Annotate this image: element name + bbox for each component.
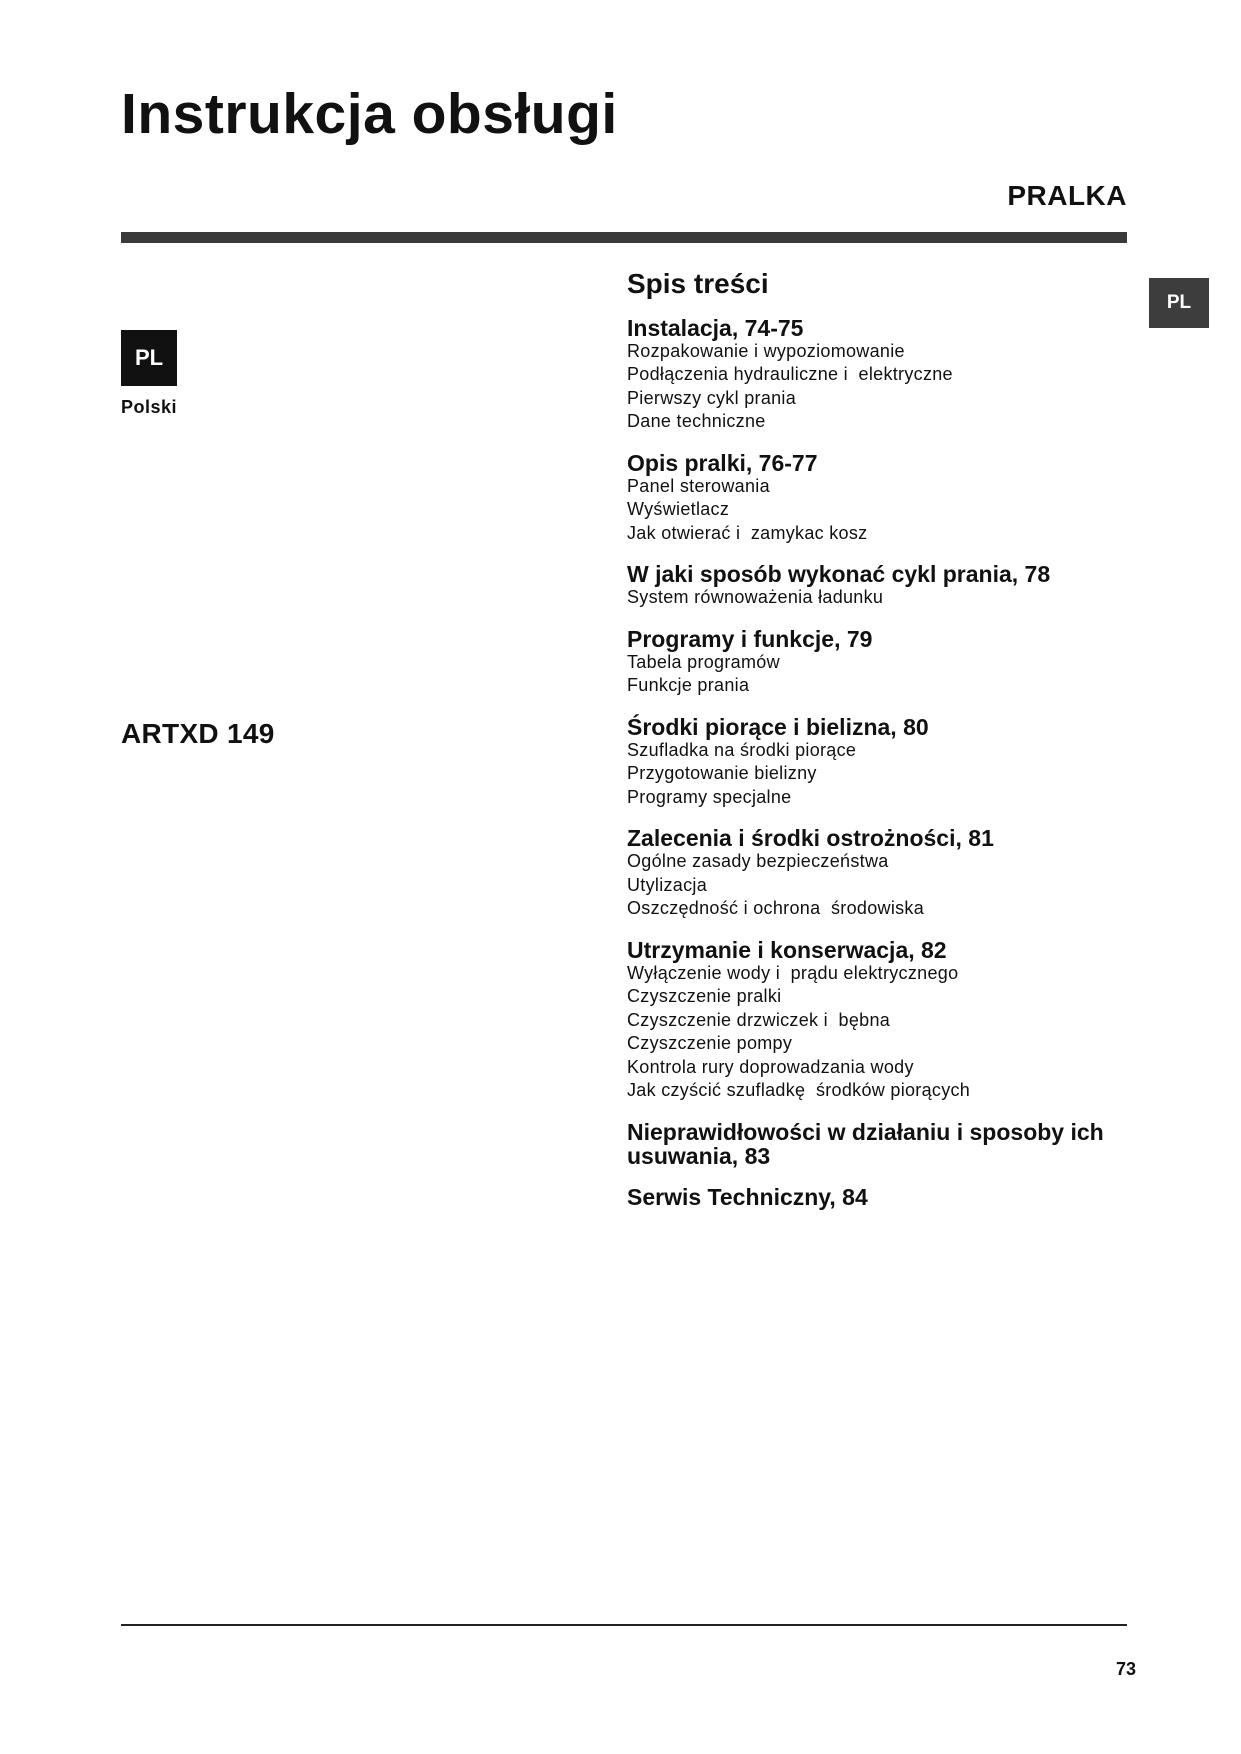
toc-section-heading[interactable]: Programy i funkcje, 79 bbox=[627, 625, 873, 652]
page-number: 73 bbox=[1116, 1659, 1137, 1679]
side-tab-label: PL bbox=[1166, 292, 1192, 313]
header-divider bbox=[121, 232, 1127, 243]
toc-item[interactable]: Przygotowanie bielizny bbox=[627, 763, 817, 784]
language-side-tab[interactable] bbox=[1149, 278, 1209, 328]
toc-section bbox=[627, 316, 1127, 434]
toc-section bbox=[627, 562, 1127, 610]
toc-item[interactable]: Czyszczenie pompy bbox=[627, 1033, 793, 1054]
toc-section-heading[interactable]: Serwis Techniczny, 84 bbox=[627, 1183, 868, 1210]
toc-section-heading[interactable]: Nieprawidłowości w działaniu i sposoby ich usuwania, 83 bbox=[627, 1118, 1104, 1169]
toc-item[interactable]: Czyszczenie pralki bbox=[627, 986, 782, 1007]
toc-section-heading[interactable]: Utrzymanie i konserwacja, 82 bbox=[627, 936, 947, 963]
toc-item[interactable]: Pierwszy cykl prania bbox=[627, 387, 797, 408]
language-code: PL bbox=[134, 345, 164, 370]
toc-sections bbox=[627, 316, 1127, 1209]
footer-divider bbox=[121, 1624, 1127, 1626]
model-name: ARTXD 149 bbox=[121, 718, 275, 749]
toc-section bbox=[627, 627, 1127, 698]
toc-section-heading[interactable]: W jaki sposób wykonać cykl prania, 78 bbox=[627, 561, 1051, 588]
toc-item[interactable]: Panel sterowania bbox=[627, 475, 770, 496]
language-badge bbox=[121, 330, 177, 386]
product-type: PRALKA bbox=[1007, 180, 1127, 211]
toc-item[interactable]: Programy specjalne bbox=[627, 786, 792, 807]
toc-item[interactable]: Czyszczenie drzwiczek i bębna bbox=[627, 1009, 891, 1030]
toc-section bbox=[627, 938, 1127, 1103]
toc-item[interactable]: Tabela programów bbox=[627, 651, 780, 672]
toc-section bbox=[627, 1120, 1127, 1168]
toc-section-heading[interactable]: Instalacja, 74-75 bbox=[627, 314, 804, 341]
toc-item[interactable]: Kontrola rury doprowadzania wody bbox=[627, 1056, 914, 1077]
toc-item[interactable]: Szufladka na środki piorące bbox=[627, 739, 857, 760]
toc-section bbox=[627, 826, 1127, 921]
toc-item[interactable]: Rozpakowanie i wypoziomowanie bbox=[627, 340, 905, 361]
toc-item[interactable]: Jak czyścić szufladkę środków piorących bbox=[627, 1080, 971, 1101]
toc-item[interactable]: System równoważenia ładunku bbox=[627, 587, 884, 608]
toc-item[interactable]: Jak otwierać i zamykac kosz bbox=[627, 522, 868, 543]
toc-item[interactable]: Podłączenia hydrauliczne i elektryczne bbox=[627, 364, 953, 385]
toc-item[interactable]: Wyłączenie wody i prądu elektrycznego bbox=[627, 962, 959, 983]
toc-section bbox=[627, 1185, 1127, 1209]
toc-item[interactable]: Utylizacja bbox=[627, 874, 708, 895]
toc-item[interactable]: Oszczędność i ochrona środowiska bbox=[627, 898, 925, 919]
toc-section-heading[interactable]: Zalecenia i środki ostrożności, 81 bbox=[627, 825, 994, 852]
language-name: Polski bbox=[121, 397, 178, 417]
table-of-contents bbox=[627, 269, 1127, 1226]
toc-title: Spis treści bbox=[627, 268, 769, 299]
toc-section bbox=[627, 451, 1127, 546]
toc-item[interactable]: Dane techniczne bbox=[627, 411, 766, 432]
toc-section-heading[interactable]: Środki piorące i bielizna, 80 bbox=[627, 713, 929, 740]
toc-section bbox=[627, 715, 1127, 810]
toc-item[interactable]: Ogólne zasady bezpieczeństwa bbox=[627, 851, 889, 872]
page-title: Instrukcja obsługi bbox=[121, 82, 618, 146]
toc-item[interactable]: Funkcje prania bbox=[627, 675, 750, 696]
toc-item[interactable]: Wyświetlacz bbox=[627, 499, 730, 520]
toc-section-heading[interactable]: Opis pralki, 76-77 bbox=[627, 449, 818, 476]
